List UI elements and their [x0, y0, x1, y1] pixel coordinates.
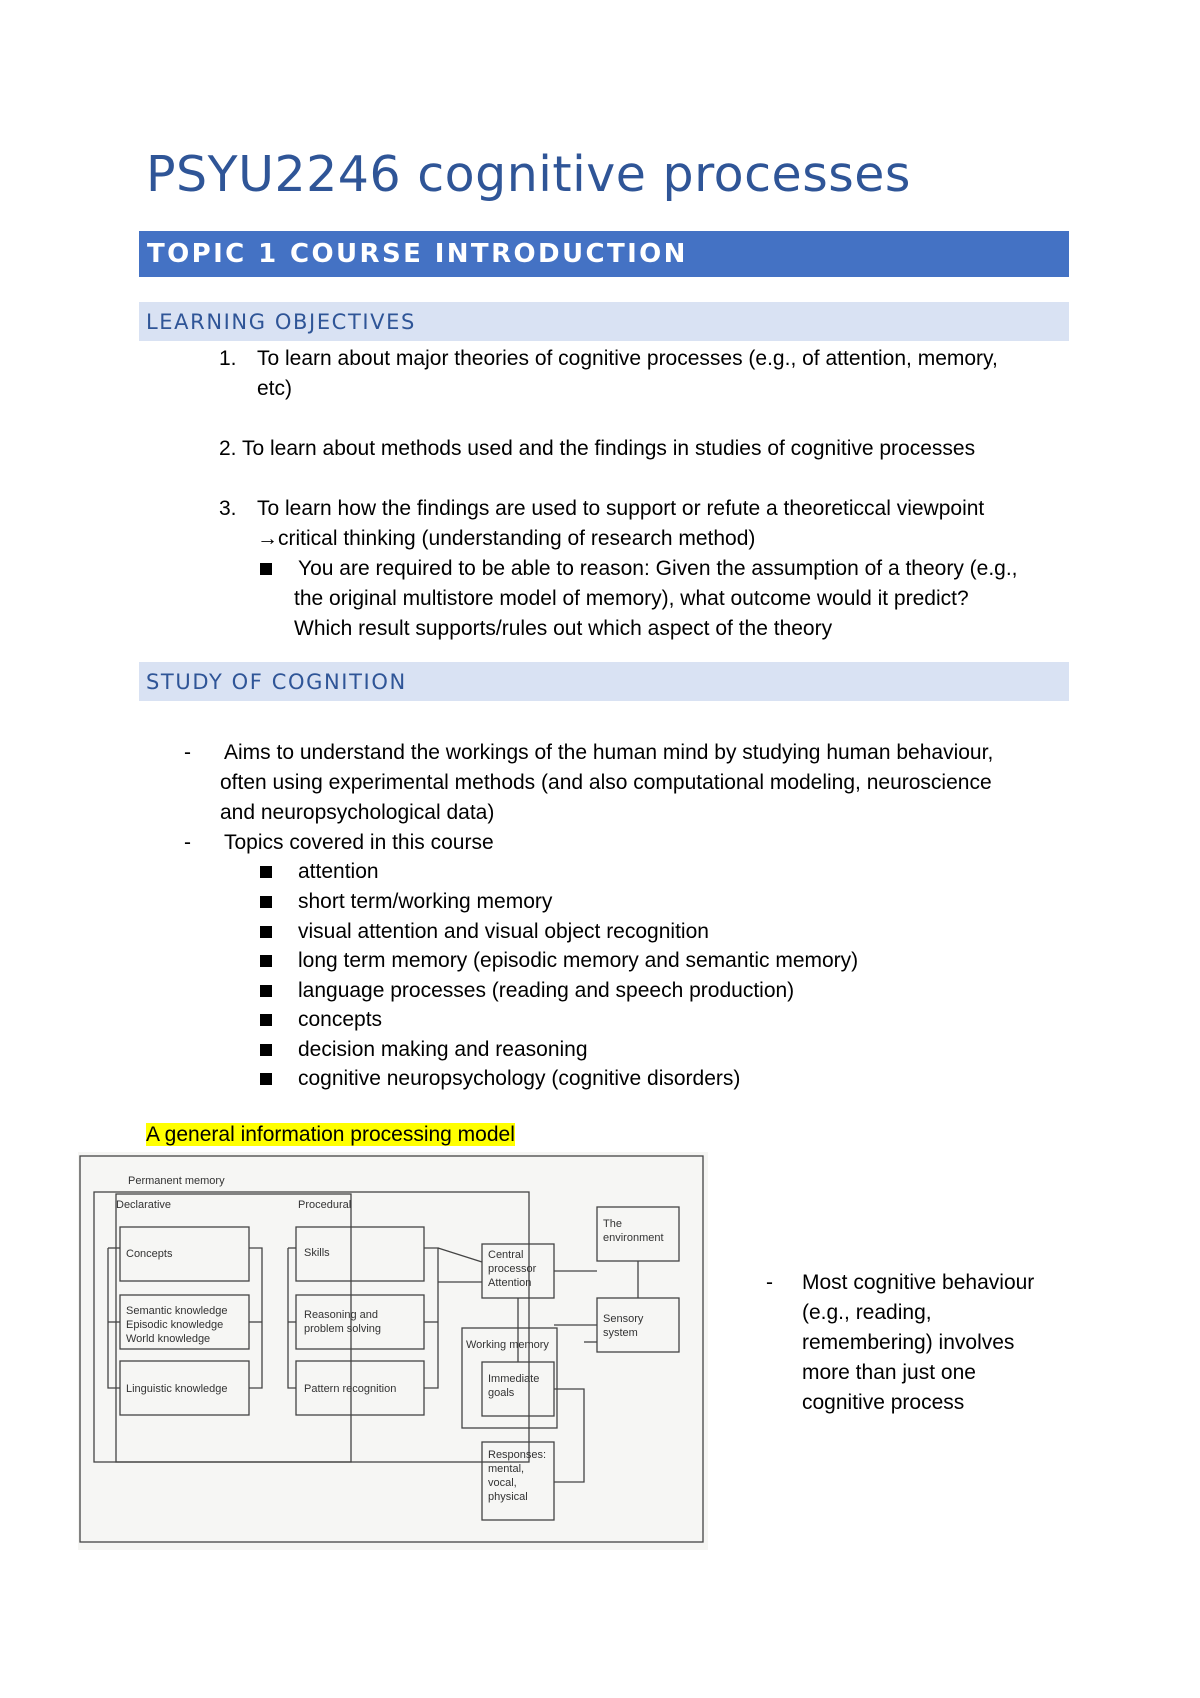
objective-1-number: 1. [219, 347, 237, 370]
topic-item: visual attention and visual object recognition [298, 920, 709, 943]
topic-item: long term memory (episodic memory and semantic memory) [298, 949, 859, 972]
label-central-1: Central [488, 1249, 524, 1261]
objective-1-line-2: etc) [257, 377, 293, 400]
label-environment-2: environment [603, 1232, 664, 1244]
dash-bullet-icon: - [184, 831, 191, 854]
square-bullet-icon [260, 926, 272, 938]
label-responses-4: physical [488, 1491, 528, 1503]
label-environment-1: The [603, 1218, 622, 1230]
side-note-line-5: cognitive process [802, 1391, 965, 1414]
square-bullet-icon [260, 563, 272, 575]
square-bullet-icon [260, 985, 272, 997]
dash-bullet-icon: - [766, 1271, 773, 1294]
label-sensory-1: Sensory [603, 1313, 644, 1325]
label-episodic: Episodic knowledge [126, 1319, 224, 1331]
topic-item: language processes (reading and speech production) [298, 979, 795, 1002]
label-concepts: Concepts [126, 1248, 173, 1260]
model-caption-text: A general information processing model [146, 1123, 515, 1146]
label-responses-3: vocal, [488, 1477, 517, 1489]
topic-item: short term/working memory [298, 890, 553, 913]
label-procedural: Procedural [298, 1199, 352, 1211]
side-note-line-3: remembering) involves [802, 1331, 1015, 1354]
label-goals-2: goals [488, 1387, 515, 1399]
page-title: PSYU2246 cognitive processes [146, 146, 911, 203]
aims-line-3: and neuropsychological data) [220, 801, 495, 824]
learning-objectives-heading: LEARNING OBJECTIVES [139, 302, 1069, 341]
label-reasoning-2: problem solving [304, 1323, 382, 1335]
study-of-cognition-heading: STUDY OF COGNITION [139, 662, 1069, 701]
label-working-memory: Working memory [466, 1339, 549, 1351]
label-goals-1: Immediate [488, 1373, 540, 1385]
label-linguistic: Linguistic knowledge [126, 1383, 228, 1395]
label-pattern: Pattern recognition [304, 1383, 397, 1395]
label-semantic: Semantic knowledge [126, 1305, 228, 1317]
topic-item: concepts [298, 1008, 383, 1031]
square-bullet-icon [260, 896, 272, 908]
topic-heading: TOPIC 1 COURSE INTRODUCTION [139, 231, 1069, 277]
label-world: World knowledge [126, 1333, 211, 1345]
topic-item: cognitive neuropsychology (cognitive disorders) [298, 1067, 741, 1090]
objective-2-line-1: 2. To learn about methods used and the findings in studies of cognitive processes [219, 437, 976, 460]
label-central-2: processor [488, 1263, 537, 1275]
topics-label: Topics covered in this course [224, 831, 494, 854]
objective-3-line-2: →critical thinking (understanding of research method) [257, 527, 756, 550]
sub-bullet-line-2: the original multistore model of memory), what outcome would it predict? [294, 587, 969, 610]
label-reasoning-1: Reasoning and [304, 1309, 379, 1321]
objective-1-line-1: To learn about major theories of cognitive processes (e.g., of attention, memory, [257, 347, 998, 370]
square-bullet-icon [260, 866, 272, 878]
label-skills: Skills [304, 1247, 330, 1259]
side-note-line-1: Most cognitive behaviour [802, 1271, 1035, 1294]
label-central-3: Attention [488, 1277, 532, 1289]
square-bullet-icon [260, 1073, 272, 1085]
model-caption [146, 1120, 515, 1150]
sub-bullet-line-1: You are required to be able to reason: Given the assumption of a theory (e.g., [298, 557, 1018, 580]
objective-3-number: 3. [219, 497, 237, 520]
information-processing-diagram [78, 1152, 708, 1550]
label-declarative: Declarative [116, 1199, 172, 1211]
label-responses-2: mental, [488, 1463, 525, 1475]
label-responses-1: Responses: [488, 1449, 547, 1461]
aims-line-1: Aims to understand the workings of the human mind by studying human behaviour, [224, 741, 994, 764]
dash-bullet-icon: - [184, 741, 191, 764]
objective-3-line-1: To learn how the findings are used to support or refute a theoreticcal viewpoint [257, 497, 985, 520]
topic-item: attention [298, 860, 379, 883]
label-sensory-2: system [603, 1327, 638, 1339]
side-note-line-4: more than just one [802, 1361, 976, 1384]
side-note-line-2: (e.g., reading, [802, 1301, 932, 1324]
square-bullet-icon [260, 1014, 272, 1026]
square-bullet-icon [260, 1044, 272, 1056]
sub-bullet-line-3: Which result supports/rules out which aspect of the theory [294, 617, 833, 640]
diagram-svg [78, 1152, 708, 1550]
label-permanent-memory: Permanent memory [128, 1175, 225, 1187]
square-bullet-icon [260, 955, 272, 967]
topic-item: decision making and reasoning [298, 1038, 588, 1061]
aims-line-2: often using experimental methods (and also computational modeling, neuroscience [220, 771, 992, 794]
